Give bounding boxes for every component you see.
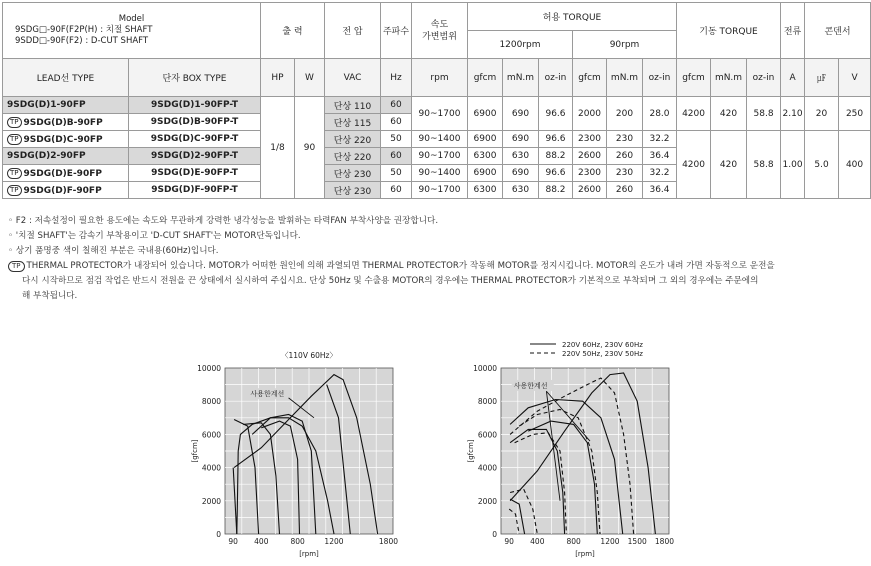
unit-mnm: mN.m: [607, 59, 643, 97]
lead-model-name: 9SDG(D)C-90FP: [23, 134, 103, 145]
frequency-value: 60: [381, 114, 412, 131]
note-thermal-end: 해 부착됩니다.: [22, 291, 78, 301]
allowable-torque-header: 허용 TORQUE: [468, 3, 677, 31]
thermal-protector-badge: TP: [7, 168, 22, 179]
x-tick-label: 90: [228, 537, 238, 546]
torque1200-mnm: 690: [503, 97, 539, 131]
current-value: 2.10: [781, 97, 805, 131]
torque1200-ozin: 96.6: [539, 131, 573, 148]
frequency-header: 주파수: [381, 3, 412, 59]
x-tick-label: 1200: [600, 537, 620, 546]
torque1200-gfcm: 6300: [468, 182, 503, 199]
torque90-ozin: 28.0: [643, 97, 677, 131]
x-axis-label: [rpm]: [575, 550, 595, 558]
start-torque-mnm: 420: [711, 131, 747, 199]
capacitor-header: 콘덴서: [805, 3, 871, 59]
unit-v: V: [839, 59, 871, 97]
unit-gfcm: gfcm: [677, 59, 711, 97]
legend-label: 220V 50Hz, 230V 50Hz: [562, 350, 643, 358]
model-title: Model: [118, 14, 145, 24]
unit-ozin: oz-in: [747, 59, 781, 97]
speed-range-value: 90~1700: [412, 97, 468, 131]
start-torque-gfcm: 4200: [677, 97, 711, 131]
torque90-mnm: 230: [607, 131, 643, 148]
y-tick-label: 0: [216, 530, 221, 539]
note-shaft: ◦ '치절 SHAFT'는 감속기 부착용이고 'D-CUT SHAFT'는 MOTOR단독입니다.: [8, 231, 301, 241]
torque1200-gfcm: 6900: [468, 131, 503, 148]
hp-value: 1/8: [261, 97, 295, 199]
box-model-name: 9SDG(D)F-90FP-T: [129, 182, 261, 199]
thermal-protector-badge: TP: [7, 134, 22, 145]
speed-range-value: 90~1700: [412, 182, 468, 199]
thermal-protector-badge: TP: [8, 261, 25, 272]
y-tick-label: 8000: [477, 397, 497, 407]
box-type-header: 단자 BOX TYPE: [129, 59, 261, 97]
lead-model-name: 9SDG(D)1-90FP: [7, 100, 86, 110]
model-line-1: 9SDG□-90F(F2P(H) : 치절 SHAFT: [15, 25, 153, 35]
y-tick-label: 6000: [201, 430, 221, 440]
torque1200-gfcm: 6900: [468, 97, 503, 131]
torque90-mnm: 200: [607, 97, 643, 131]
frequency-value: 50: [381, 131, 412, 148]
chart-title: 〈110V 60Hz〉: [281, 351, 337, 360]
torque1200-mnm: 630: [503, 148, 539, 165]
unit-w: W: [295, 59, 325, 97]
torque-90rpm-header: 90rpm: [573, 31, 677, 59]
lead-type-header: LEAD선 TYPE: [3, 59, 129, 97]
box-model-name: 9SDG(D)C-90FP-T: [129, 131, 261, 148]
torque1200-gfcm: 6300: [468, 148, 503, 165]
x-axis-label: [rpm]: [299, 550, 319, 558]
torque1200-ozin: 88.2: [539, 182, 573, 199]
torque1200-gfcm: 6900: [468, 165, 503, 182]
y-tick-label: 4000: [201, 463, 221, 473]
torque90-mnm: 230: [607, 165, 643, 182]
frequency-value: 60: [381, 148, 412, 165]
start-torque-ozin: 58.8: [747, 131, 781, 199]
note-thermal-text: THERMAL PROTECTOR가 내장되어 있습니다. MOTOR가 어떠한 원인에 의해 과열되면 THERMAL PROTECTOR가 작동해 MOTOR를 정지시킵니다. MOTOR의 온도가 내려 가면 자동적으로 운전을: [26, 261, 775, 271]
y-tick-label: 2000: [477, 496, 497, 506]
model-line-2: 9SDD□-90F(F2) : D-CUT SHAFT: [15, 36, 149, 46]
output-header: 출 력: [261, 3, 325, 59]
starting-torque-header: 기동 TORQUE: [677, 3, 781, 59]
torque1200-mnm: 630: [503, 182, 539, 199]
torque90-gfcm: 2000: [573, 97, 607, 131]
unit-mnm: mN.m: [711, 59, 747, 97]
torque90-ozin: 32.2: [643, 165, 677, 182]
voltage-header: 전 압: [325, 3, 381, 59]
torque90-ozin: 32.2: [643, 131, 677, 148]
torque90-mnm: 260: [607, 182, 643, 199]
torque90-ozin: 36.4: [643, 182, 677, 199]
voltage-value: 단상 230: [325, 182, 381, 199]
frequency-value: 60: [381, 97, 412, 114]
torque1200-mnm: 690: [503, 165, 539, 182]
start-torque-ozin: 58.8: [747, 97, 781, 131]
unit-mnm: mN.m: [503, 59, 539, 97]
unit-hz: Hz: [381, 59, 412, 97]
y-tick-label: 8000: [201, 397, 221, 407]
unit-a: A: [781, 59, 805, 97]
box-model-name: 9SDG(D)2-90FP-T: [129, 148, 261, 165]
unit-ozin: oz-in: [643, 59, 677, 97]
w-value: 90: [295, 97, 325, 199]
torque1200-ozin: 96.6: [539, 97, 573, 131]
voltage-value: 단상 110: [325, 97, 381, 114]
capacitor-uf: 5.0: [805, 131, 839, 199]
x-tick-label: 400: [254, 537, 269, 546]
speed-range-header: 속도 가변범위: [412, 3, 468, 59]
capacitor-v: 250: [839, 97, 871, 131]
lead-model-name: 9SDG(D)F-90FP: [23, 185, 102, 196]
unit-gfcm: gfcm: [573, 59, 607, 97]
torque90-gfcm: 2300: [573, 131, 607, 148]
unit-hp: HP: [261, 59, 295, 97]
lead-model-name: 9SDG(D)B-90FP: [23, 117, 103, 128]
y-tick-label: 10000: [473, 364, 497, 373]
capacitor-v: 400: [839, 131, 871, 199]
lead-model-name: 9SDG(D)E-90FP: [23, 168, 102, 179]
frequency-value: 50: [381, 165, 412, 182]
torque90-gfcm: 2600: [573, 182, 607, 199]
y-tick-label: 4000: [477, 463, 497, 473]
y-tick-label: 10000: [197, 364, 221, 373]
unit-uf: ㎌: [805, 59, 839, 97]
box-model-name: 9SDG(D)1-90FP-T: [129, 97, 261, 114]
torque1200-mnm: 690: [503, 131, 539, 148]
x-tick-label: 400: [530, 537, 545, 546]
x-tick-label: 90: [504, 537, 514, 546]
speed-range-value: 90~1700: [412, 148, 468, 165]
voltage-value: 단상 230: [325, 165, 381, 182]
y-axis-label: [gfcm]: [467, 439, 475, 463]
usage-limit-annotation: 사용한계선: [513, 381, 548, 390]
x-tick-label: 800: [566, 537, 581, 546]
unit-rpm: rpm: [412, 59, 468, 97]
current-header: 전류: [781, 3, 805, 59]
start-torque-mnm: 420: [711, 97, 747, 131]
x-tick-label: 1800: [654, 537, 675, 546]
note-domestic: ◦ 상기 품명중 색이 칠해진 부분은 국내용(60Hz)입니다.: [8, 246, 219, 256]
y-tick-label: 0: [492, 530, 497, 539]
y-axis-label: [gfcm]: [191, 439, 199, 463]
x-tick-label: 1200: [324, 537, 344, 546]
torque90-ozin: 36.4: [643, 148, 677, 165]
torque-1200rpm-header: 1200rpm: [468, 31, 573, 59]
torque90-gfcm: 2300: [573, 165, 607, 182]
note-fan: ◦ F2 : 저속설정이 필요한 용도에는 속도와 무관하게 강력한 냉각성능을 발휘하는 타력FAN 부착사양을 권장합니다.: [8, 216, 439, 226]
unit-ozin: oz-in: [539, 59, 573, 97]
lead-model-name: 9SDG(D)2-90FP: [7, 151, 86, 161]
unit-gfcm: gfcm: [468, 59, 503, 97]
start-torque-gfcm: 4200: [677, 131, 711, 199]
voltage-value: 단상 115: [325, 114, 381, 131]
frequency-value: 60: [381, 182, 412, 199]
voltage-value: 단상 220: [325, 131, 381, 148]
torque1200-ozin: 96.6: [539, 165, 573, 182]
unit-vac: VAC: [325, 59, 381, 97]
torque90-gfcm: 2600: [573, 148, 607, 165]
thermal-protector-badge: TP: [7, 117, 22, 128]
note-thermal-continued: 다시 시작하므로 점검 작업은 반드시 전원을 끈 상태에서 실시하여 주십시요. 단상 50Hz 및 수출용 MOTOR의 경우에는 THERMAL PROTECTOR가 기본적으로 부착되며 그 외의 경우에는 주문에의: [22, 276, 759, 286]
y-tick-label: 6000: [477, 430, 497, 440]
voltage-value: 단상 220: [325, 148, 381, 165]
speed-range-value: 90~1400: [412, 131, 468, 148]
current-value: 1.00: [781, 131, 805, 199]
x-tick-label: 800: [290, 537, 305, 546]
box-model-name: 9SDG(D)B-90FP-T: [129, 114, 261, 131]
torque1200-ozin: 88.2: [539, 148, 573, 165]
box-model-name: 9SDG(D)E-90FP-T: [129, 165, 261, 182]
thermal-protector-badge: TP: [7, 185, 22, 196]
y-tick-label: 2000: [201, 496, 221, 506]
x-tick-label: 1800: [378, 537, 399, 546]
x-tick-label: 1500: [627, 537, 647, 546]
usage-limit-annotation: 사용한계선: [250, 390, 285, 399]
legend-label: 220V 60Hz, 230V 60Hz: [562, 341, 643, 349]
capacitor-uf: 20: [805, 97, 839, 131]
torque90-mnm: 260: [607, 148, 643, 165]
speed-range-value: 90~1400: [412, 165, 468, 182]
